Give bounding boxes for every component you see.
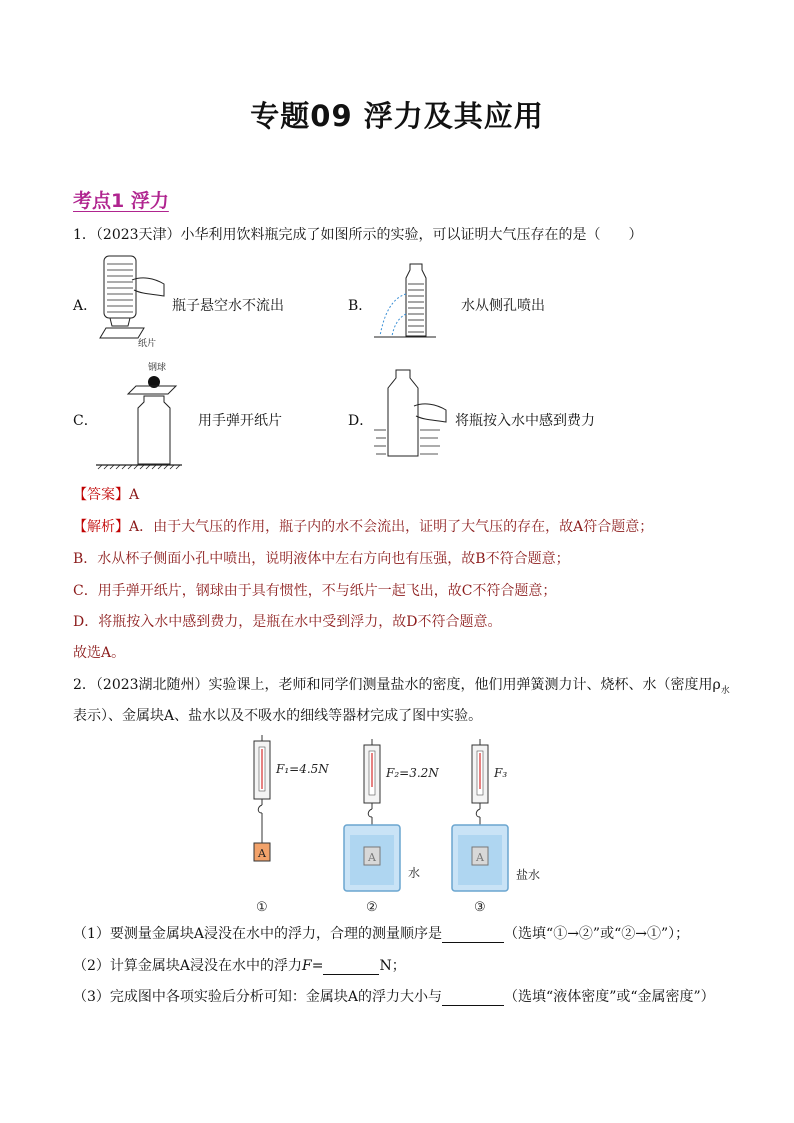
sub-question-2 — [73, 957, 406, 975]
option-c-label: C． — [73, 413, 98, 429]
sub3-text-a: （3）完成图中各项实验后分析可知：金属块A的浮力大小与 — [73, 989, 443, 1005]
option-c-text: 用手弹开纸片 — [198, 413, 282, 429]
question-2-stem-line1 — [73, 676, 730, 700]
option-c-figure — [94, 356, 184, 476]
option-a-text: 瓶子悬空水不流出 — [172, 298, 284, 314]
block-a-label-1: A — [258, 847, 266, 860]
water-label: 水 — [408, 866, 421, 880]
f3-label: F₃ — [494, 766, 508, 780]
analysis-text-a: A．由于大气压的作用，瓶子内的水不会流出，证明了大气压的存在，故A符合题意； — [129, 519, 654, 535]
beaker-salt-water — [452, 825, 508, 891]
figure-num-2: ② — [366, 900, 378, 915]
option-d-text: 将瓶按入水中感到费力 — [455, 413, 595, 429]
option-a-label: A． — [73, 298, 98, 314]
spring-scale-1 — [254, 735, 270, 861]
sub1-text-a: （1）要测量金属块A浸没在水中的浮力，合理的测量顺序是 — [73, 926, 443, 942]
sub2-text-b: N； — [379, 958, 406, 974]
option-a-figure — [92, 250, 172, 350]
section-heading: 考点1 浮力 — [73, 190, 169, 212]
sub2-blank[interactable] — [323, 960, 379, 975]
analysis-tag: 【解析】 — [73, 519, 129, 535]
option-c-fig-label: 钢球 — [148, 363, 167, 373]
f1-label: F₁=4.5N — [276, 762, 329, 776]
analysis-line-1 — [73, 518, 653, 536]
option-d-label: D． — [348, 413, 374, 429]
answer-value: A — [129, 487, 140, 503]
page-title: 专题09 浮力及其应用 — [250, 99, 544, 133]
block-a-label-3: A — [476, 851, 484, 864]
question-2-stem-line2: 表示）、金属块A、盐水以及不吸水的细线等器材完成了图中实验。 — [73, 708, 483, 724]
sub1-text-b: （选填“①→②”或“②→①”）； — [504, 926, 690, 942]
salt-water-label: 盐水 — [516, 868, 541, 882]
sub2-var: F= — [302, 958, 324, 974]
sub-question-1 — [73, 925, 689, 943]
analysis-text-b: B．水从杯子侧面小孔中喷出，说明液体中左右方向也有压强，故B不符合题意； — [73, 551, 570, 567]
analysis-text-c: C．用手弹开纸片，钢球由于具有惯性，不与纸片一起飞出，故C不符合题意； — [73, 583, 557, 599]
sub1-blank[interactable] — [442, 928, 504, 943]
sub3-text-b: （选填“液体密度”或“金属密度”） — [504, 989, 715, 1005]
option-b-label: B． — [348, 298, 373, 314]
figure-num-1: ① — [256, 900, 268, 915]
q2-figure — [232, 735, 562, 915]
sub3-blank[interactable] — [442, 991, 504, 1006]
analysis-text-d: D．将瓶按入水中感到费力，是瓶在水中受到浮力，故D不符合题意。 — [73, 614, 502, 630]
beaker-water — [344, 825, 400, 891]
option-d-figure — [370, 364, 460, 464]
option-a-fig-label: 纸片 — [138, 339, 157, 349]
rho-subscript: 水 — [720, 685, 730, 696]
f2-label: F₂=3.2N — [386, 766, 439, 780]
q2-stem-text: 2．（2023湖北随州）实验课上，老师和同学们测量盐水的密度，他们用弹簧测力计、烧杯、水（密度用ρ — [73, 677, 721, 693]
sub-question-3 — [73, 988, 715, 1006]
option-b-figure — [370, 258, 460, 348]
block-a-label-2: A — [368, 851, 376, 864]
analysis-conclusion: 故选A。 — [73, 645, 126, 661]
answer-line — [73, 486, 139, 504]
question-1-stem: 1．（2023天津）小华利用饮料瓶完成了如图所示的实验，可以证明大气压存在的是（ ） — [73, 227, 643, 243]
option-b-text: 水从侧孔喷出 — [461, 298, 545, 314]
answer-tag: 【答案】 — [73, 487, 129, 503]
sub2-text-a: （2）计算金属块A浸没在水中的浮力 — [73, 958, 303, 974]
figure-num-3: ③ — [474, 900, 486, 915]
